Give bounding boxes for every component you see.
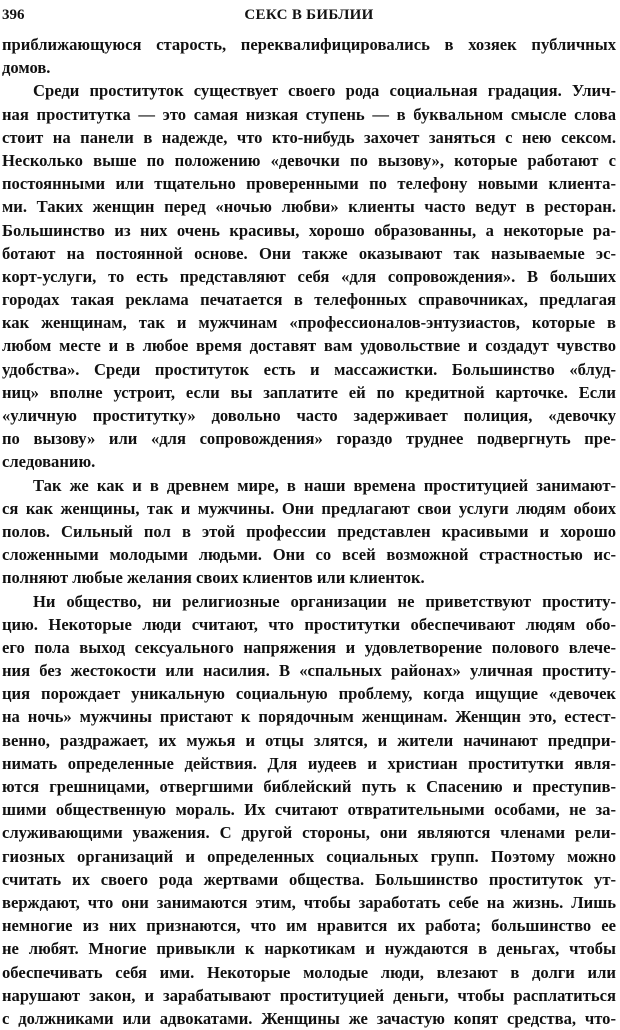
text-line: приближающуюся старость, переквалифицировались в хозяек публичных [2, 35, 616, 54]
text-line: обеспечивать себя ими. Некоторые молодые люди, влезают в долги или [2, 962, 616, 982]
text-line: считать их своего рода жертвами общества. Большинство проституток ут- [2, 869, 616, 889]
text-line: немногие из них признаются, что им нравится их работа; большинство ее [2, 916, 616, 936]
text-line: верждают, что они занимаются этим, чтобы заработать себе на жизнь. Лишь [2, 892, 616, 912]
text-line: Среди проституток существует своего рода социальная градация. Улич- [33, 81, 616, 101]
text-line: гиозных организаций и определенных социальных групп. Поэтому можно [2, 846, 616, 866]
text-line: не любят. Многие привыкли к наркотикам и нуждаются в деньгах, чтобы [2, 939, 616, 959]
text-line: полов. Сильный пол в этой профессии представлен красивыми и хорошо [2, 521, 616, 541]
running-head [2, 4, 616, 26]
text-line: венно, раздражает, их мужья и отцы злятся, и жители начинают предпри- [2, 730, 616, 750]
text-line: ся как женщины, так и мужчины. Они предлагают свои услуги людям обоих [2, 498, 616, 518]
text-line: цию. Некоторые люди считают, что проститутки обеспечивают людям обо- [2, 614, 616, 634]
text-line: ция порождает уникальную социальную проблему, когда ищущие «девочек [2, 684, 616, 704]
text-line: Ни общество, ни религиозные организации не приветствуют проститу- [33, 591, 616, 611]
text-line: следованию. [2, 452, 96, 472]
text-line: ются грешницами, отвергшими библейский путь к Спасению и преступив- [2, 777, 616, 796]
text-line: нимать определенные действия. Для иудеев и христиан проститутки явля- [2, 753, 616, 773]
text-line: Несколько выше по положению «девочки по вызову», которые работают с [2, 150, 616, 170]
text-line: удобства». Среди проституток есть и массажистки. Большинство «блуд- [2, 359, 616, 379]
text-line: полняют любые желания своих клиентов или клиенток. [2, 568, 425, 588]
text-line: ми. Таких женщин перед «ночью любви» клиенты часто ведут в ресторан. [2, 197, 616, 217]
text-line: нарушают закон, и зарабатывают проституцией деньги, чтобы расплатиться [2, 985, 616, 1005]
text-line: городах такая реклама печатается в телефонных справочниках, предлагая [2, 290, 616, 310]
text-line: любом месте и в любое время доставят вам удовольствие и создадут чувство [2, 336, 616, 356]
text-line: шими общественную мораль. Их считают отвратительными особами, не за- [2, 800, 616, 820]
text-line: по вызову» или «для сопровождения» гораздо труднее подвергнуть пре- [2, 429, 616, 449]
text-line: на ночь» мужчины пристают к порядочным женщинам. Женщин это, естест- [2, 707, 616, 727]
text-line: ная проститутка — это самая низкая ступень — в буквальном смысле слова [2, 104, 616, 124]
page-number: 396 [2, 7, 25, 23]
text-line: «уличную проститутку» довольно часто задерживает полиция, «девочку [2, 406, 616, 425]
text-line: его пола выход сексуального напряжения и удовлетворение полового влече- [2, 637, 616, 657]
text-line: как женщинам, так и мужчинам «профессионалов-энтузиастов, которые в [2, 313, 616, 333]
text-line: служивающими уважения. С другой стороны, они являются членами рели- [2, 823, 616, 843]
text-line: сложенными молодыми людьми. Они со всей возможной страстностью ис- [2, 545, 616, 565]
text-line: ния без жестокости или насилия. В «спальных районах» уличная проститу- [2, 661, 616, 681]
text-line: Большинство из них очень красивы, хорошо образованны, а некоторые ра- [2, 220, 616, 240]
text-line: корт-услуги, то есть представляют себя «для сопровождения». В больших [2, 266, 616, 286]
text-line: стоит на панели в надежде, что кто-нибудь захочет заняться с нею сексом. [2, 127, 616, 147]
text-line: ботают на постоянной основе. Они также оказывают так называемые эс- [2, 243, 616, 263]
text-line: домов. [2, 58, 51, 78]
text-line: Так же как и в древнем мире, в наши времена проституцией занимают- [33, 475, 616, 495]
book-title: СЕКС В БИБЛИИ [244, 7, 374, 23]
text-line: постоянными или тщательно проверенными по телефону новыми клиента- [2, 174, 616, 194]
text-line: ниц» вполне устроит, если вы заплатите ей по кредитной карточке. Если [2, 382, 616, 402]
text-line: с должниками или адвокатами. Женщины же зачастую копят средства, что- [2, 1008, 616, 1028]
body-text [2, 33, 616, 1030]
